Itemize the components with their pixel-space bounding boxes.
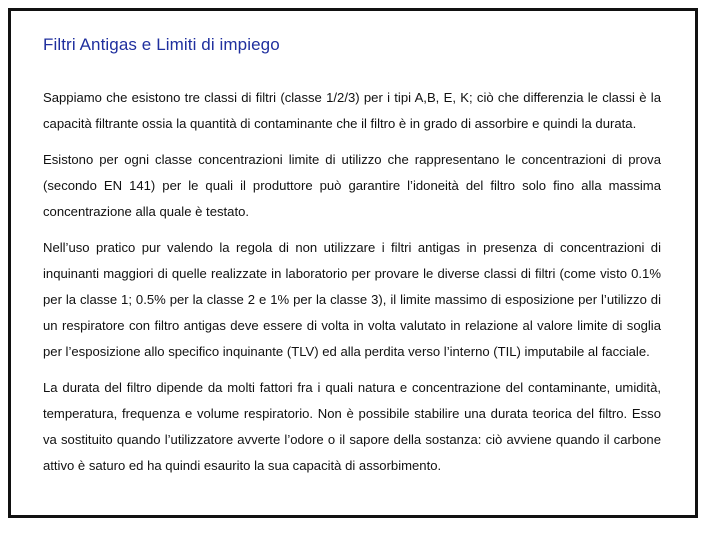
slide-frame [8, 8, 698, 518]
paragraph-concentration-limits: Esistono per ogni classe concentrazioni limite di utilizzo che rappresentano le concentrazioni di prova (secondo EN 141) per le quali il produttore può garantire l’idoneità del filtro solo fino alla massima concentrazione alla quale è testato. [43, 152, 661, 219]
paragraph-practical-use: Nell’uso pratico pur valendo la regola di non utilizzare i filtri antigas in presenza di concentrazioni di inquinanti maggiori di quelle realizzate in laboratorio per provare le diverse classi di filtri (come visto 0.1% per la classe 1; 0.5% per la classe 2 e 1% per la classe 3), il limite massimo di esposizione per l’utilizzo di un respiratore con filtro antigas deve essere di volta in volta valutato in relazione al valore limite di soglia per l’esposizione allo specifico inquinante (TLV) ed alla perdita verso l’interno (TIL) imputabile al facciale. [43, 240, 661, 359]
paragraph-filter-duration: La durata del filtro dipende da molti fattori fra i quali natura e concentrazione del contaminante, umidità, temperatura, frequenza e volume respiratorio. Non è possibile stabilire una durata teorica del filtro. Esso va sostituito quando l’utilizzatore avverte l’odore o il sapore della sostanza: ciò avviene quando il carbone attivo è saturo ed ha quindi esaurito la sua capacità di assorbimento. [43, 380, 661, 473]
paragraph-filter-classes: Sappiamo che esistono tre classi di filtri (classe 1/2/3) per i tipi A,B, E, K; ciò che differenzia le classi è la capacità filtrante ossia la quantità di contaminante che il filtro è in grado di assorbire e quindi la durata. [43, 90, 661, 131]
slide-body [43, 85, 661, 489]
slide-title: Filtri Antigas e Limiti di impiego [43, 35, 280, 54]
